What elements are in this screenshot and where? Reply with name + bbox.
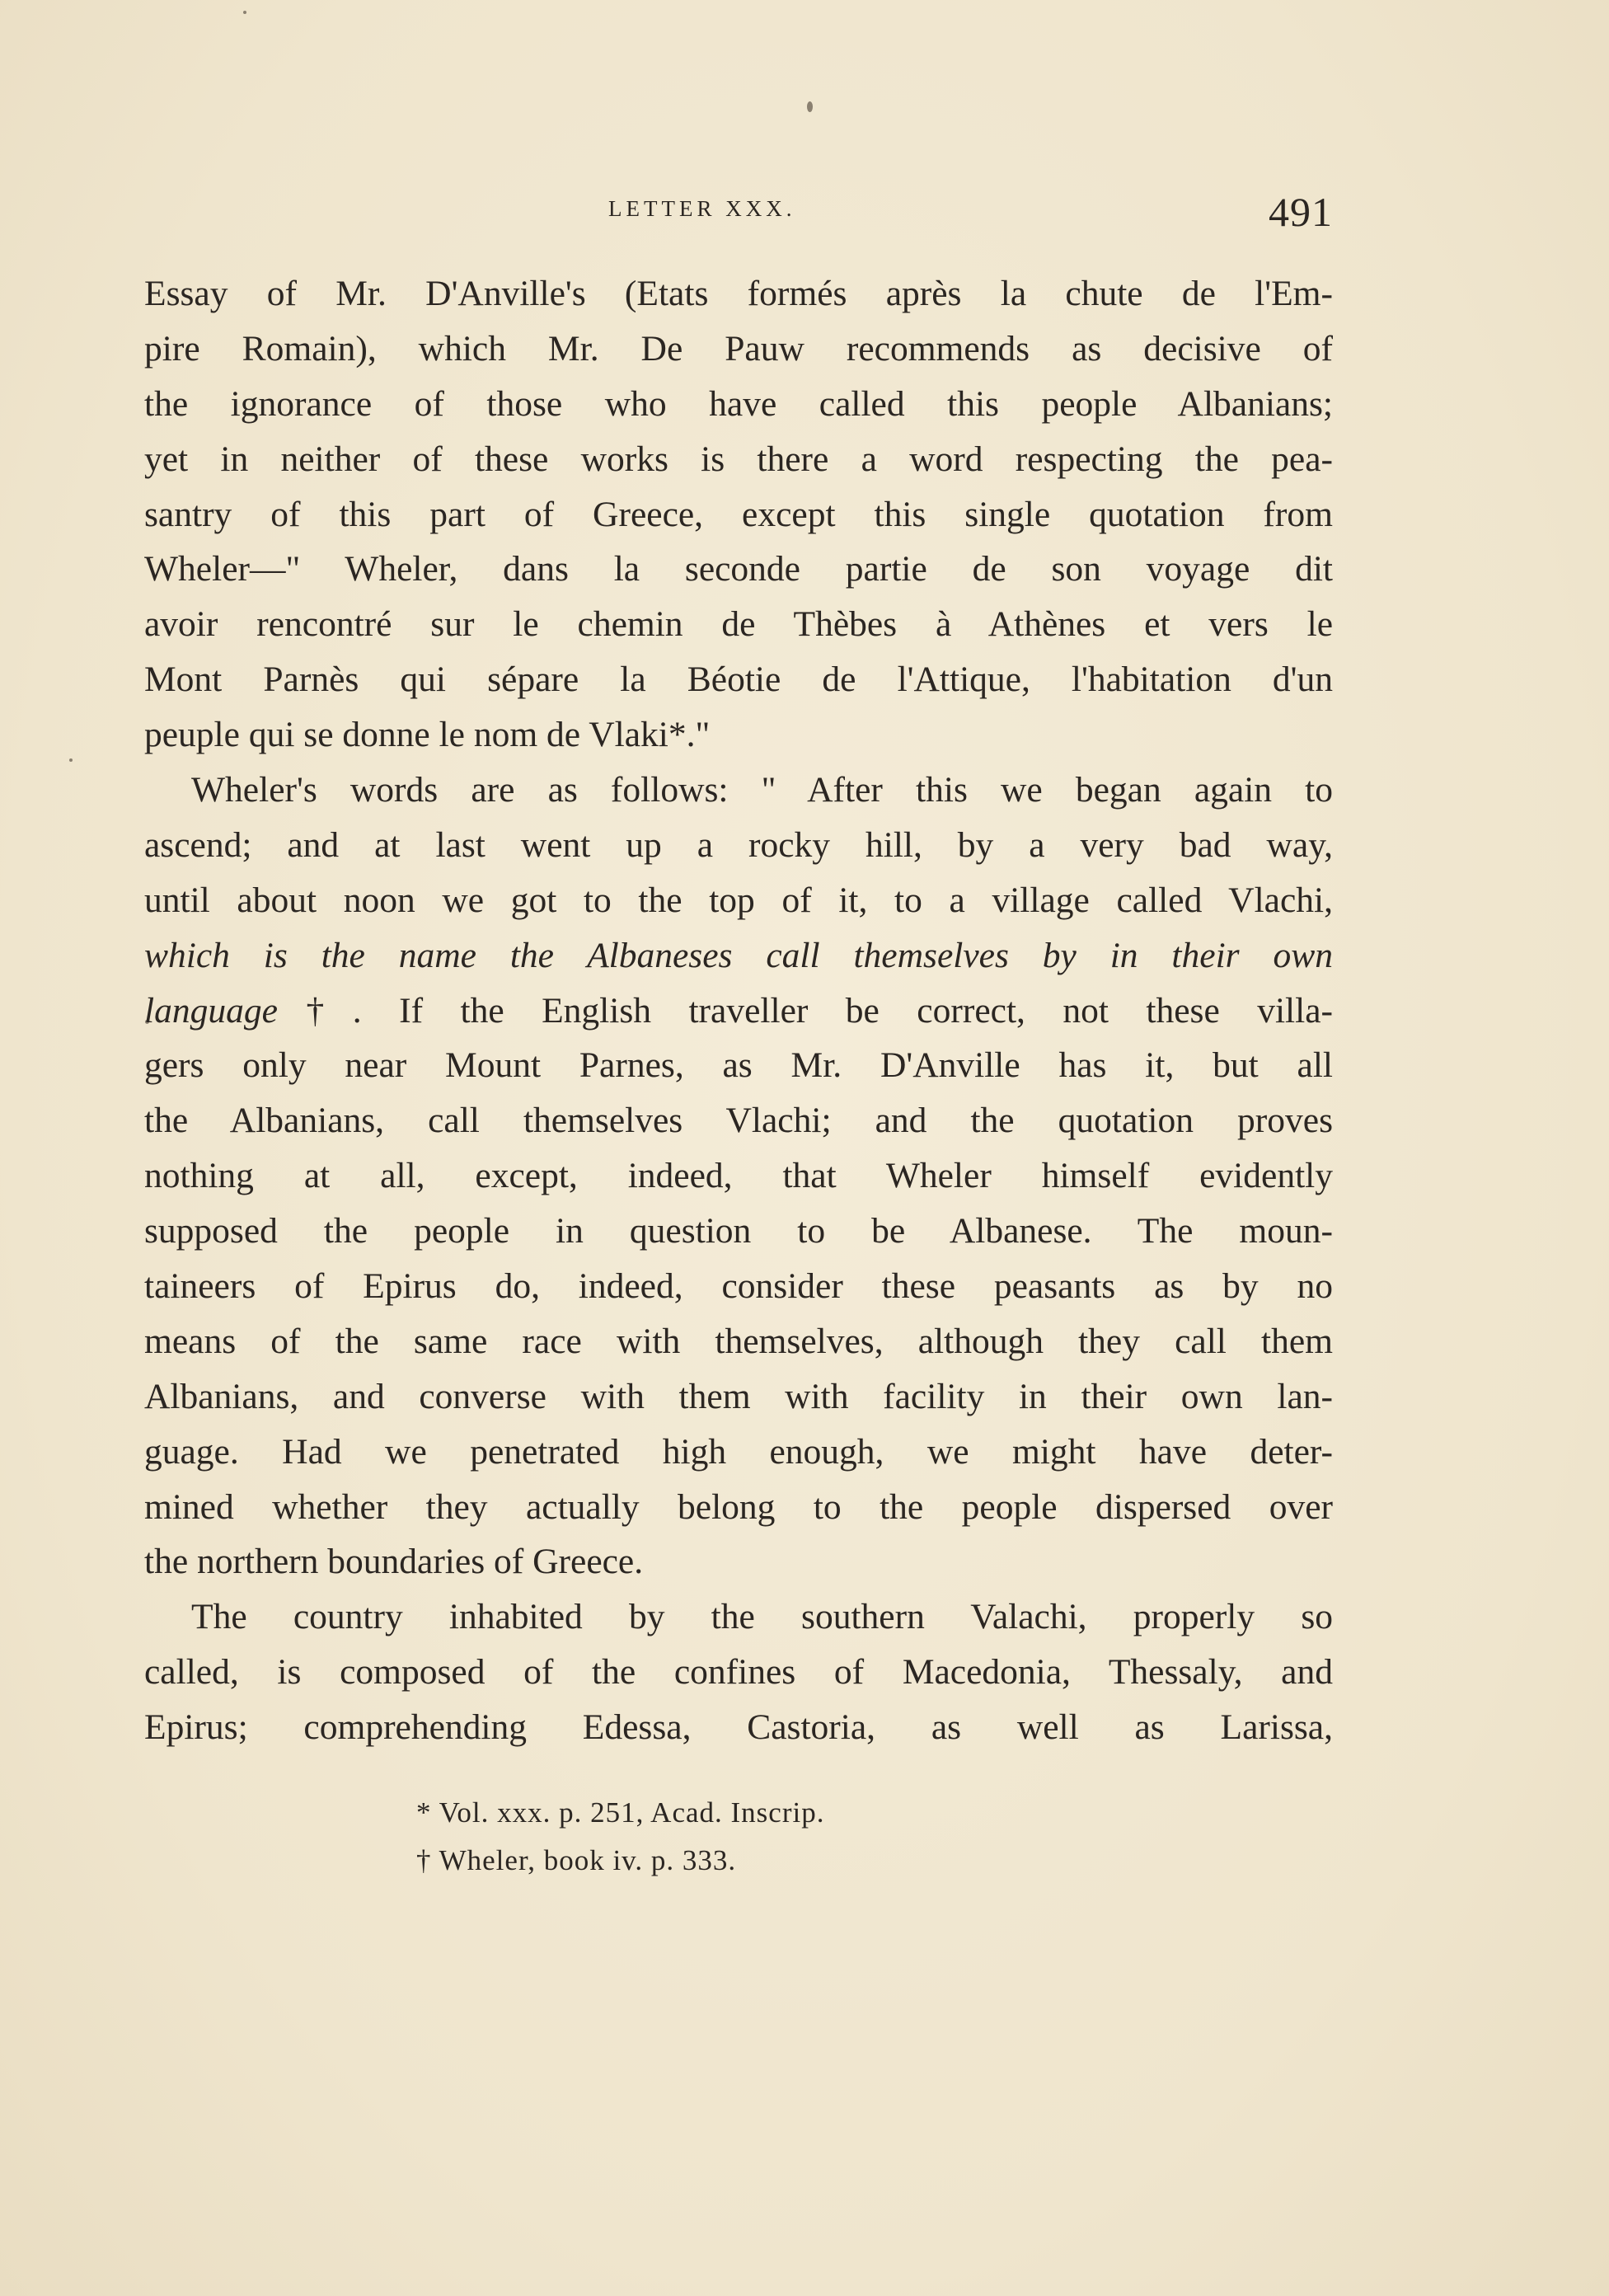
paper-speck (807, 101, 813, 112)
text-line: mined whether they actually belong to the people dispersed over (144, 1486, 1333, 1527)
text-line: supposed the people in question to be Albanese. The moun- (144, 1211, 1333, 1251)
text-line: yet in neither of these works is there a word respecting the pea- (144, 439, 1333, 479)
text-line: guage. Had we penetrated high enough, we might have deter- (144, 1431, 1333, 1472)
text-line: means of the same race with themselves, although they call them (144, 1321, 1333, 1361)
text-line: ascend; and at last went up a rocky hill, by a very bad way, (144, 824, 1333, 865)
text-line: nothing at all, except, indeed, that Wheler himself evidently (144, 1156, 1333, 1196)
running-head (144, 188, 1333, 237)
text-line: Epirus; comprehending Edessa, Castoria, as well as Larissa, (144, 1707, 1333, 1748)
text-line-mixed (144, 984, 1333, 1039)
text-line: Essay of Mr. D'Anville's (Etats formés après la chute de l'Em- (144, 274, 1333, 313)
paper-speck (69, 758, 73, 762)
text-line: Mont Parnès qui sépare la Béotie de l'Attique, l'habitation d'un (144, 660, 1333, 700)
text-line: peuple qui se donne le nom de Vlaki*." (144, 715, 711, 755)
text-line: Albanians, and converse with them with facility in their own lan- (144, 1376, 1333, 1416)
page-number: 491 (1269, 189, 1333, 235)
text-line: pire Romain), which Mr. De Pauw recommends as decisive of (144, 328, 1333, 369)
italic-text: which is the name the Albaneses call themselves by in their own (144, 935, 1333, 975)
footnotes (416, 1789, 1076, 1885)
text-line: the ignorance of those who have called this people Albanians; (144, 383, 1333, 424)
footnote: * Vol. xxx. p. 251, Acad. Inscrip. (416, 1796, 825, 1829)
text-line: the Albanians, call themselves Vlachi; and the quotation proves (144, 1101, 1333, 1141)
text-line: Wheler's words are as follows: " After this we began again to (191, 770, 1333, 810)
text-line: santry of this part of Greece, except this single quotation from (144, 494, 1333, 534)
paper-speck (243, 11, 246, 14)
text-line: avoir rencontré sur le chemin de Thèbes à Athènes et vers le (144, 604, 1333, 645)
body-text (144, 266, 1333, 1755)
text-line: until about noon we got to the top of it, to a village called Vlachi, (144, 880, 1333, 920)
footnote: † Wheler, book iv. p. 333. (416, 1844, 737, 1876)
italic-text: language (144, 990, 278, 1031)
text-line: The country inhabited by the southern Valachi, properly so (191, 1597, 1333, 1637)
text-line: gers only near Mount Parnes, as Mr. D'Anville has it, but all (144, 1045, 1333, 1086)
footnote-mark: † (277, 990, 353, 1031)
running-title: LETTER XXX. (608, 196, 796, 221)
text-line: the northern boundaries of Greece. (144, 1542, 644, 1582)
text-run: . If the English traveller be correct, not these villa- (352, 990, 1333, 1031)
text-line: called, is composed of the confines of Macedonia, Thessaly, and (144, 1652, 1333, 1693)
text-line-italic (144, 928, 1333, 984)
text-line: taineers of Epirus do, indeed, consider these peasants as by no (144, 1266, 1333, 1307)
text-line: Wheler—" Wheler, dans la seconde partie de son voyage dit (144, 549, 1333, 589)
